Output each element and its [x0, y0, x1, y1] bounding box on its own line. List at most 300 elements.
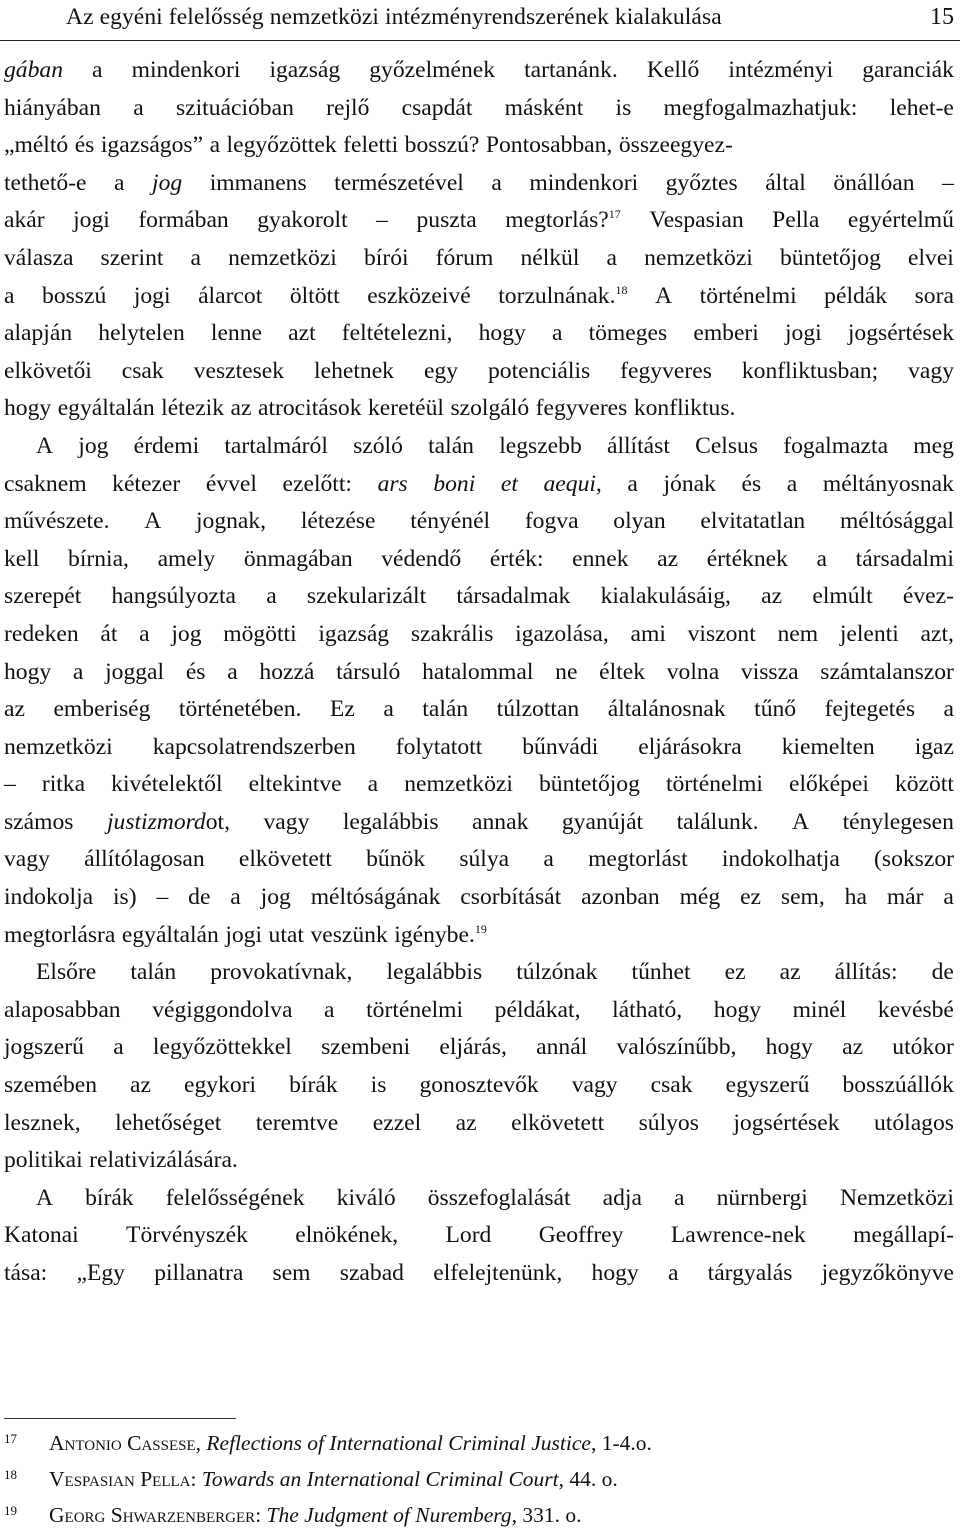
word — [878, 992, 954, 1030]
word — [725, 954, 746, 992]
text: is — [615, 94, 632, 121]
word — [4, 992, 121, 1030]
text: nemzetközi — [4, 733, 113, 760]
word — [378, 466, 408, 504]
text: veszünk — [310, 921, 388, 948]
word — [495, 992, 581, 1030]
footnote-18 — [4, 1464, 954, 1500]
text: immanens — [209, 169, 307, 196]
text-line — [4, 616, 954, 654]
word — [913, 428, 954, 466]
word — [112, 466, 180, 504]
text: példák — [824, 282, 888, 309]
text: eltekintve — [248, 771, 342, 798]
word — [98, 315, 184, 353]
word — [428, 1180, 571, 1218]
text: felelősségének — [165, 1184, 305, 1211]
text: önmagában — [243, 545, 353, 572]
text: legalábbis — [386, 959, 483, 986]
text-line — [4, 353, 954, 391]
word — [53, 691, 150, 729]
text: és — [185, 658, 206, 685]
text: vagy — [263, 808, 310, 835]
text: a — [139, 620, 150, 647]
word — [4, 1217, 79, 1255]
text-line — [4, 1067, 954, 1105]
text: igazságos” — [100, 132, 204, 159]
text: – — [156, 884, 169, 911]
text: emberiség — [53, 696, 151, 723]
word — [908, 240, 954, 278]
word — [693, 315, 759, 353]
text: vagy — [571, 1072, 618, 1099]
word — [206, 466, 257, 504]
word — [728, 52, 833, 90]
text-line — [4, 841, 954, 879]
text: annak — [472, 808, 529, 835]
footnote-ref[interactable]: 17 — [608, 207, 621, 222]
word — [817, 541, 827, 579]
text: Kellő — [646, 57, 700, 83]
text: kell — [4, 545, 40, 572]
text: a — [551, 320, 563, 347]
text: meg — [913, 432, 954, 459]
word — [842, 1029, 863, 1067]
text: is) — [113, 884, 137, 911]
word — [740, 879, 761, 917]
text: egyértelmű — [847, 207, 954, 234]
text: társadalmak — [456, 583, 571, 610]
word — [76, 1255, 124, 1293]
footnote-17 — [4, 1428, 954, 1464]
word — [310, 917, 387, 955]
text: társuló — [336, 658, 401, 685]
word — [895, 766, 954, 804]
text: a — [92, 57, 103, 83]
text: legyőzöttekkel — [152, 1034, 292, 1061]
word — [722, 841, 840, 879]
text: hogy — [478, 320, 526, 347]
word — [73, 202, 110, 240]
text: elvitatatlan — [700, 508, 806, 535]
word — [166, 1180, 305, 1218]
word — [101, 240, 164, 278]
word — [700, 503, 805, 541]
word — [383, 691, 393, 729]
word — [261, 879, 291, 917]
word — [152, 165, 182, 203]
word — [343, 804, 439, 842]
text: kivételektől — [111, 771, 223, 798]
word — [107, 804, 230, 842]
text: elmúlt — [812, 583, 873, 610]
footnote-number: 17 — [4, 1431, 17, 1446]
word — [4, 1255, 47, 1293]
text: legalábbis — [342, 808, 439, 835]
text: ténylegesen — [842, 808, 954, 835]
word — [152, 992, 292, 1030]
text: között — [894, 771, 954, 798]
word — [707, 541, 788, 579]
text: a — [133, 94, 144, 121]
text: bírák — [85, 1184, 134, 1211]
text: valószínűbb, — [616, 1034, 737, 1061]
word — [616, 1029, 736, 1067]
word — [793, 992, 847, 1030]
word — [422, 691, 468, 729]
word — [708, 1255, 793, 1293]
word — [4, 1029, 84, 1067]
text: nélkül — [520, 244, 580, 271]
word — [781, 879, 825, 917]
text: csapdát — [401, 94, 473, 121]
text: példákat, — [494, 996, 581, 1023]
footnote-ref[interactable]: 19 — [474, 921, 487, 936]
word — [820, 654, 954, 692]
text: tartanánk. — [524, 57, 618, 83]
word — [499, 428, 582, 466]
text: méltóságának — [310, 884, 441, 911]
word — [543, 841, 553, 879]
word — [787, 466, 797, 504]
text: Elsőre — [36, 959, 97, 986]
word — [823, 466, 954, 504]
word — [353, 428, 403, 466]
word — [789, 766, 869, 804]
word — [714, 992, 761, 1030]
text: megfogalmazhatjuk: — [663, 94, 858, 121]
word — [445, 1217, 491, 1255]
text: viszont — [687, 620, 756, 647]
word — [89, 1142, 238, 1180]
text: állítást — [606, 432, 670, 459]
text: történelmi — [366, 996, 464, 1023]
word — [366, 992, 463, 1030]
text-line — [4, 879, 954, 917]
text: fórum — [435, 244, 494, 271]
word — [111, 766, 222, 804]
italic-text: gában — [4, 57, 63, 83]
text: intézményi — [728, 57, 834, 83]
text: elkövetett — [238, 846, 332, 873]
text: hangsúlyozta — [111, 583, 236, 610]
word — [114, 165, 124, 203]
text: látható, — [612, 996, 683, 1023]
text: teremtve — [255, 1109, 339, 1136]
text: gyakorolt — [257, 207, 348, 234]
word — [840, 1180, 954, 1218]
text: történelmi — [665, 771, 763, 798]
text-line — [4, 315, 954, 353]
word — [520, 240, 579, 278]
italic-text: et — [500, 470, 518, 497]
word — [511, 1105, 604, 1143]
italic-text: justizmord — [106, 808, 206, 835]
word — [138, 202, 228, 240]
word — [343, 127, 398, 165]
word — [369, 52, 495, 90]
text: jogi — [133, 282, 171, 309]
word — [835, 954, 898, 992]
text: feletti — [343, 132, 399, 159]
text: tömeges — [588, 320, 668, 347]
word — [422, 654, 533, 692]
word — [42, 766, 85, 804]
word — [668, 1255, 678, 1293]
text: nemzetközi — [404, 771, 513, 798]
text: hozzá — [259, 658, 315, 685]
text: szóló — [353, 432, 403, 459]
text: a — [816, 545, 828, 572]
word — [4, 541, 39, 579]
word — [848, 202, 954, 240]
word — [283, 466, 352, 504]
text: megállapí- — [853, 1222, 954, 1249]
footnote-separator: : — [190, 1467, 202, 1491]
word — [134, 278, 171, 316]
word — [780, 240, 881, 278]
text: , — [595, 470, 602, 497]
text: lehetőséget — [115, 1109, 222, 1136]
text: bűnvádi — [522, 733, 599, 760]
text: győztes — [665, 169, 738, 196]
text: számos — [4, 808, 74, 835]
text: csak — [650, 1072, 693, 1099]
text: kiemelten — [781, 733, 875, 760]
word — [632, 954, 691, 992]
word — [4, 202, 45, 240]
text: méltósággal — [839, 508, 954, 535]
text: nemzetközi — [228, 244, 337, 271]
text: a — [943, 696, 954, 723]
text-line — [4, 390, 954, 428]
text: hogy — [4, 658, 52, 685]
word — [620, 353, 712, 391]
text: súlya — [459, 846, 510, 873]
word — [812, 578, 872, 616]
word — [717, 1180, 808, 1218]
word — [539, 766, 640, 804]
footnote-rule — [4, 1418, 236, 1419]
text: létezik — [161, 395, 225, 422]
word — [456, 578, 570, 616]
text: a — [491, 169, 502, 196]
footnote-title: Towards an International Criminal Court — [201, 1467, 559, 1491]
text: sora — [914, 282, 954, 309]
text: csaknem — [4, 470, 87, 497]
text: szemében — [4, 1072, 98, 1099]
text: az — [455, 1109, 477, 1136]
text-line — [4, 541, 954, 579]
word — [133, 90, 143, 128]
text: vesztesek — [193, 357, 285, 384]
word — [688, 616, 756, 654]
text: a — [383, 696, 394, 723]
text: tényénél — [410, 508, 491, 535]
text: hogy — [765, 1034, 813, 1061]
text: ez — [724, 959, 746, 986]
word — [612, 992, 682, 1030]
word — [405, 127, 480, 165]
word — [766, 1029, 813, 1067]
word — [210, 127, 220, 165]
word — [122, 917, 219, 955]
text-line — [4, 804, 954, 842]
word — [264, 804, 310, 842]
word — [402, 90, 473, 128]
text: a — [266, 583, 277, 610]
word — [368, 390, 444, 428]
text: az — [779, 959, 801, 986]
text: indokolhatja — [721, 846, 840, 873]
text: – — [4, 771, 16, 798]
word — [589, 315, 668, 353]
word — [105, 654, 164, 692]
text: talán — [428, 432, 474, 459]
word — [588, 841, 688, 879]
text: a — [543, 846, 554, 873]
text: jelenti — [839, 620, 899, 647]
text: lesznek, — [4, 1109, 81, 1136]
word — [266, 578, 276, 616]
text: számtalanszor — [820, 658, 954, 685]
word — [505, 202, 621, 240]
text: szerepét — [4, 583, 82, 610]
text-line — [4, 90, 954, 128]
text: sem — [272, 1260, 311, 1286]
word — [153, 1029, 292, 1067]
text: megtorlásra — [4, 921, 116, 948]
text: „méltó — [4, 132, 69, 159]
word — [486, 127, 612, 165]
word — [84, 841, 205, 879]
word — [765, 165, 806, 203]
word — [381, 541, 461, 579]
text: álarcot — [198, 282, 263, 309]
text: – — [376, 207, 388, 234]
word — [366, 841, 425, 879]
word — [491, 165, 501, 203]
word — [158, 541, 216, 579]
word — [848, 315, 954, 353]
word — [843, 1067, 954, 1105]
text: találunk. — [676, 808, 759, 835]
word — [301, 503, 376, 541]
word — [4, 766, 16, 804]
word — [288, 315, 316, 353]
text-line — [4, 691, 954, 729]
text-line — [4, 1217, 954, 1255]
footnote-author: Georg Shwarzenberger — [49, 1503, 256, 1527]
text: bosszú? — [404, 132, 480, 159]
text: mögötti — [223, 620, 297, 647]
text-line — [4, 278, 954, 316]
word — [184, 1067, 256, 1105]
word — [942, 165, 954, 203]
text: szerint — [100, 244, 164, 271]
text: politikai — [4, 1147, 83, 1174]
word — [915, 729, 954, 767]
text: igaz — [914, 733, 954, 760]
text: eljárásokra — [638, 733, 742, 760]
word — [4, 165, 87, 203]
text: igazolása, — [515, 620, 609, 647]
text: de — [931, 959, 954, 986]
text: Katonai — [4, 1222, 79, 1249]
text: szakrális — [410, 620, 494, 647]
text: mindenkori — [529, 169, 639, 196]
text: a — [113, 1034, 124, 1061]
word — [4, 1105, 81, 1143]
text-line — [4, 654, 954, 692]
word — [376, 202, 388, 240]
text: a — [72, 658, 84, 685]
word — [862, 52, 954, 90]
text: tűnő — [754, 696, 797, 723]
word — [373, 1105, 421, 1143]
text: a — [114, 169, 125, 196]
word — [188, 879, 210, 917]
text: kiváló — [336, 1184, 396, 1211]
text: és — [74, 132, 95, 159]
text: alapján — [4, 320, 73, 347]
text: alaposabban — [4, 996, 121, 1023]
italic-text: ars — [377, 470, 408, 497]
text: folytatott — [395, 733, 483, 760]
word — [244, 541, 353, 579]
footnote-ref[interactable]: 18 — [615, 282, 628, 297]
word — [239, 841, 332, 879]
text: A — [655, 282, 673, 309]
word — [4, 353, 92, 391]
text: utólagos — [873, 1109, 954, 1136]
word — [311, 879, 441, 917]
text-line — [4, 1255, 954, 1293]
text: az — [130, 1072, 151, 1099]
word — [472, 804, 528, 842]
text: előképei — [788, 771, 869, 798]
text-line — [4, 503, 954, 541]
text-line — [4, 766, 954, 804]
text: (sokszor — [874, 846, 954, 873]
footnote-title: The Judgment of Nuremberg — [266, 1503, 512, 1527]
word — [515, 616, 609, 654]
text: végiggondolva — [152, 996, 293, 1023]
text: Lawrence-nek — [670, 1222, 806, 1249]
text: indokolja — [4, 884, 94, 911]
word — [340, 1255, 404, 1293]
word — [853, 1217, 954, 1255]
text: fogva — [524, 508, 579, 535]
word — [4, 1067, 97, 1105]
word — [890, 90, 954, 128]
text: elfelejtenünk, — [433, 1260, 563, 1286]
text: fegyveres — [535, 395, 628, 422]
text: másként — [504, 94, 584, 121]
word — [224, 428, 328, 466]
text: az — [4, 696, 25, 723]
word — [336, 654, 400, 692]
word — [522, 729, 598, 767]
word — [113, 1029, 123, 1067]
word — [75, 127, 95, 165]
word — [874, 1105, 954, 1143]
word — [396, 729, 483, 767]
text: jognak, — [195, 508, 267, 535]
word — [456, 1105, 477, 1143]
text: jogsértések — [733, 1109, 840, 1136]
word — [4, 578, 81, 616]
